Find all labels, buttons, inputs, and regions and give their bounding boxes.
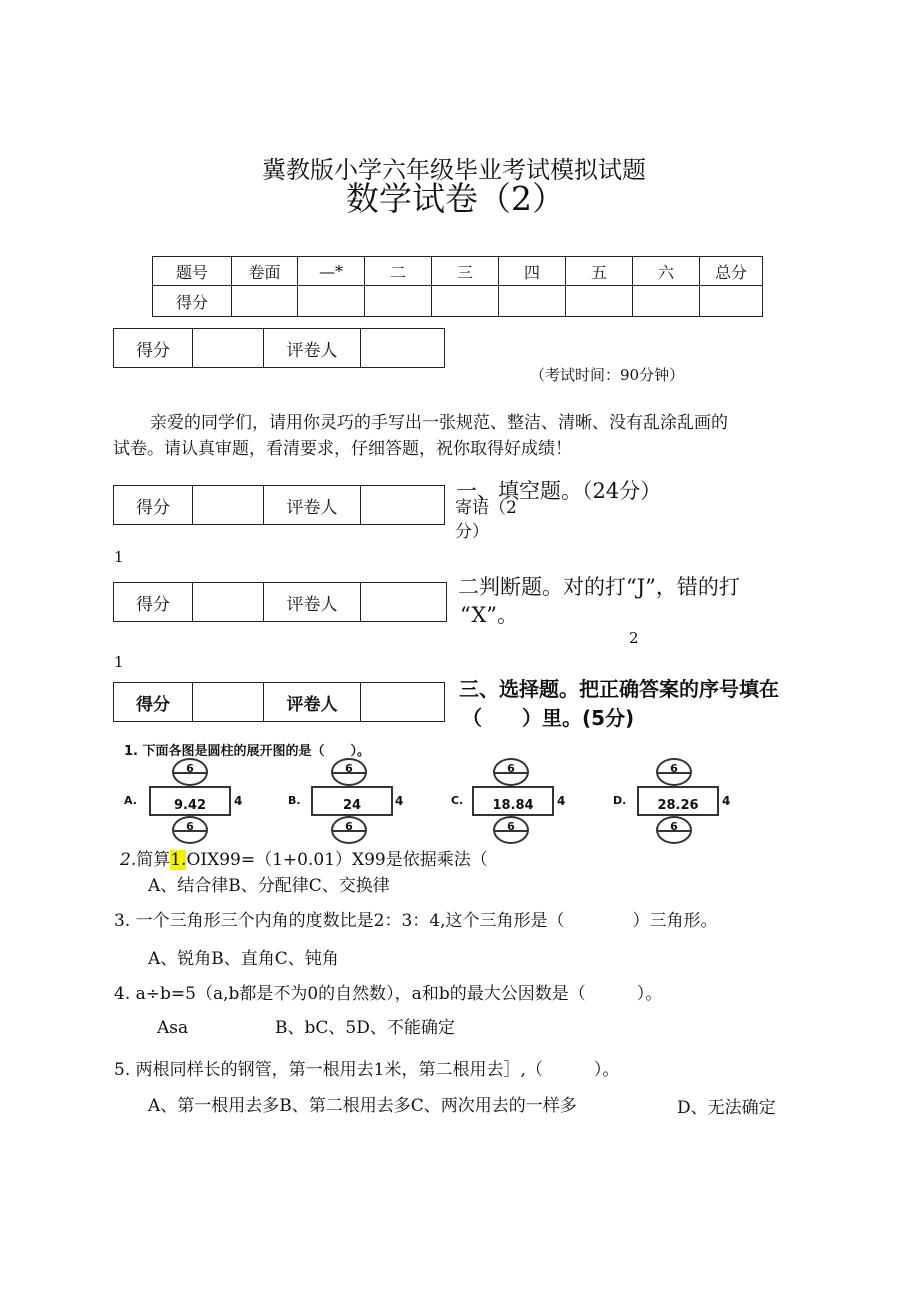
side-rectangle: 9.42 [149, 786, 231, 816]
section-2-marker-left: 1 [114, 653, 124, 671]
score-table-score-row [153, 286, 763, 317]
exam-title-line1: 冀教版小学六年级毕业考试模拟试题 [262, 156, 646, 184]
question-1-text: 1. 下面各图是圆柱的展开图的是（ ）。 [124, 744, 371, 759]
diameter-label: 6 [345, 820, 353, 833]
score-cell-question-no: 题号 [153, 257, 232, 286]
side-rectangle: 28.26 [637, 786, 719, 816]
score-blank[interactable] [232, 286, 298, 317]
grader-score-blank[interactable] [193, 486, 264, 525]
question-5-option-d: D、无法确定 [677, 1098, 776, 1118]
intro-line-2: 试卷。请认真审题，看清要求，仔细答题，祝你取得好成绩！ [113, 439, 572, 459]
diameter-label: 6 [670, 820, 678, 833]
grader-score-label: 得分 [114, 683, 193, 722]
score-cell-part4: 四 [499, 257, 566, 286]
height-label: 4 [557, 794, 566, 808]
question-5-text: 5. 两根同样长的钢管，第一根用去1米，第二根用去］,（ ）。 [114, 1060, 620, 1080]
score-table-header-row [153, 257, 763, 286]
exam-time: （考试时间：90分钟） [530, 366, 685, 384]
section-2-title-line2: “X”。 [460, 603, 519, 627]
question-2-options: A、结合律B、分配律C、交换律 [148, 876, 390, 896]
grader-label: 评卷人 [264, 583, 361, 622]
section-3-title-line1: 三、选择题。把正确答案的序号填在 [459, 677, 779, 701]
grader-name-blank[interactable] [361, 486, 445, 525]
option-label: A. [124, 794, 137, 807]
question-2 [120, 852, 488, 869]
score-cell-neatness: 卷面 [232, 257, 298, 286]
grader-label: 评卷人 [264, 683, 361, 722]
intro-line-1: 亲爱的同学们，请用你灵巧的手写出一张规范、整洁、清晰、没有乱涂乱画的 [150, 413, 728, 433]
grader-box [113, 485, 445, 525]
side-rectangle: 24 [311, 786, 393, 816]
bottom-circle-icon [172, 816, 208, 844]
exam-title-line2: 数学试卷（2） [346, 179, 565, 218]
grader-score-label: 得分 [114, 486, 193, 525]
grader-label: 评卷人 [264, 486, 361, 525]
score-cell-part2: 二 [365, 257, 432, 286]
score-blank[interactable] [566, 286, 633, 317]
question-4-option-a: Asa [157, 1018, 189, 1038]
grader-box [113, 582, 447, 622]
height-label: 4 [722, 794, 731, 808]
height-label: 4 [234, 794, 243, 808]
diameter-label: 6 [345, 762, 353, 775]
grader-name-blank[interactable] [361, 583, 447, 622]
top-circle-icon [493, 758, 529, 786]
grader-name-blank[interactable] [361, 683, 445, 722]
score-row-label: 得分 [153, 286, 232, 317]
section-1-note-line2: 分） [455, 522, 489, 542]
grader-box-bold [113, 682, 445, 722]
grader-name-blank[interactable] [361, 329, 445, 368]
score-cell-part5: 五 [566, 257, 633, 286]
option-label: B. [288, 794, 301, 807]
grader-score-label: 得分 [114, 329, 193, 368]
section-1-title: 一、填空题。（24分） [456, 479, 662, 503]
diameter-label: 6 [186, 820, 194, 833]
diameter-label: 6 [186, 762, 194, 775]
grader-score-blank[interactable] [193, 329, 264, 368]
question-2-pre: 简算 [136, 850, 171, 870]
score-cell-part6: 六 [633, 257, 700, 286]
diameter-label: 6 [670, 762, 678, 775]
top-circle-icon [656, 758, 692, 786]
score-table [152, 256, 763, 317]
score-blank[interactable] [365, 286, 432, 317]
section-1-note-line1: 寄语（2 [455, 498, 517, 518]
question-2-highlight: 1. [170, 850, 187, 870]
side-rectangle: 18.84 [472, 786, 554, 816]
height-label: 4 [395, 794, 404, 808]
option-label: D. [613, 794, 627, 807]
question-4-text: 4. a÷b=5（a,b都是不为0的自然数），a和b的最大公因数是（ ）。 [114, 984, 663, 1004]
question-5-options: A、第一根用去多B、第二根用去多C、两次用去的一样多 [148, 1096, 577, 1116]
question-3-text: 3. 一个三角形三个内角的度数比是2：3：4,这个三角形是（ ）三角形。 [114, 911, 718, 931]
question-3-options: A、锐角B、直角C、钝角 [148, 949, 339, 969]
question-2-number: 2. [120, 850, 137, 870]
score-blank[interactable] [633, 286, 700, 317]
grader-score-label: 得分 [114, 583, 193, 622]
score-blank[interactable] [432, 286, 499, 317]
bottom-circle-icon [331, 816, 367, 844]
section-3-title-line2: （ ）里。(5分) [462, 706, 635, 730]
diameter-label: 6 [507, 762, 515, 775]
grader-label: 评卷人 [264, 329, 361, 368]
score-cell-part1: —* [298, 257, 365, 286]
question-2-post: OIX99=（1+0.01）X99是依据乘法（ [186, 850, 488, 870]
grader-score-blank[interactable] [193, 683, 264, 722]
top-circle-icon [331, 758, 367, 786]
section-2-marker-right: 2 [629, 629, 639, 647]
score-cell-total: 总分 [700, 257, 763, 286]
section-1-marker: 1 [114, 548, 124, 566]
score-blank[interactable] [700, 286, 763, 317]
section-2-title-line1: 二判断题。对的打“J”，错的打 [458, 575, 740, 599]
bottom-circle-icon [493, 816, 529, 844]
grader-score-blank[interactable] [193, 583, 264, 622]
bottom-circle-icon [656, 816, 692, 844]
grader-box [113, 328, 445, 368]
diameter-label: 6 [507, 820, 515, 833]
option-label: C. [451, 794, 464, 807]
score-cell-part3: 三 [432, 257, 499, 286]
score-blank[interactable] [499, 286, 566, 317]
question-4-options: B、bC、5D、不能确定 [275, 1018, 455, 1038]
score-blank[interactable] [298, 286, 365, 317]
top-circle-icon [172, 758, 208, 786]
